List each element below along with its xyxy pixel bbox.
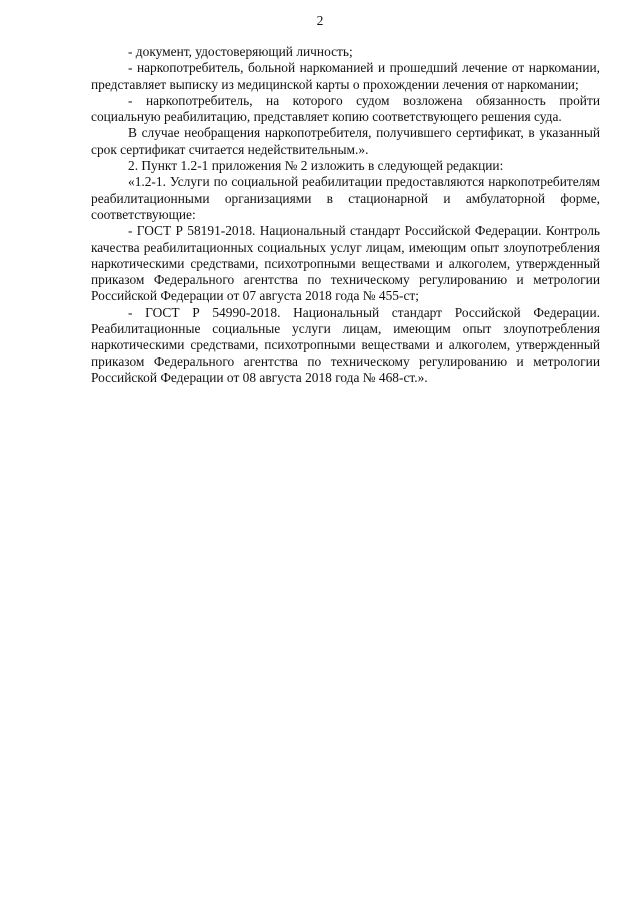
paragraph-court-decision-copy: - наркопотребитель, на которого судом возложена обязанность пройти социальную реабилитацию, представляет копию соответствующего решения суда. (91, 92, 600, 125)
paragraph-gost-58191-2018: - ГОСТ Р 58191-2018. Национальный стандарт Российской Федерации. Контроль качества реабилитационных социальных услуг лицам, имеющим опыт злоупотребления наркотическими средствами, психотропными веществами и алкоголем, утвержденный приказом Федерального агентства по техническому регулированию и метрологии Российской Федерации от 07 августа 2018 года № 455-ст; (91, 223, 600, 304)
paragraph-gost-54990-2018: - ГОСТ Р 54990-2018. Национальный стандарт Российской Федерации. Реабилитационные социальные услуги лицам, имеющим опыт злоупотребления наркотическими средствами, психотропными веществами и алкоголем, утвержденный приказом Федерального агентства по техническому регулированию и метрологии Российской Федерации от 08 августа 2018 года № 468-ст.». (91, 304, 600, 385)
paragraph-identity-document: - документ, удостоверяющий личность; (128, 44, 353, 59)
page-number: 2 (316, 13, 324, 28)
paragraph-clause-1-2-1: «1.2-1. Услуги по социальной реабилитации предоставляются наркопотребителям реабилитационными организациями в стационарной и амбулаторной форме, соответствующие: (91, 174, 600, 222)
document-body (91, 44, 600, 386)
paragraph-medical-record-extract: - наркопотребитель, больной наркоманией и прошедший лечение от наркомании, представляет выписку из медицинской карты о прохождении лечения от наркомании; (91, 60, 600, 92)
paragraph-certificate-invalidity: В случае необращения наркопотребителя, получившего сертификат, в указанный срок сертификат считается недействительным.». (91, 125, 600, 157)
paragraph-amendment-point-2: 2. Пункт 1.2-1 приложения № 2 изложить в следующей редакции: (128, 158, 504, 174)
